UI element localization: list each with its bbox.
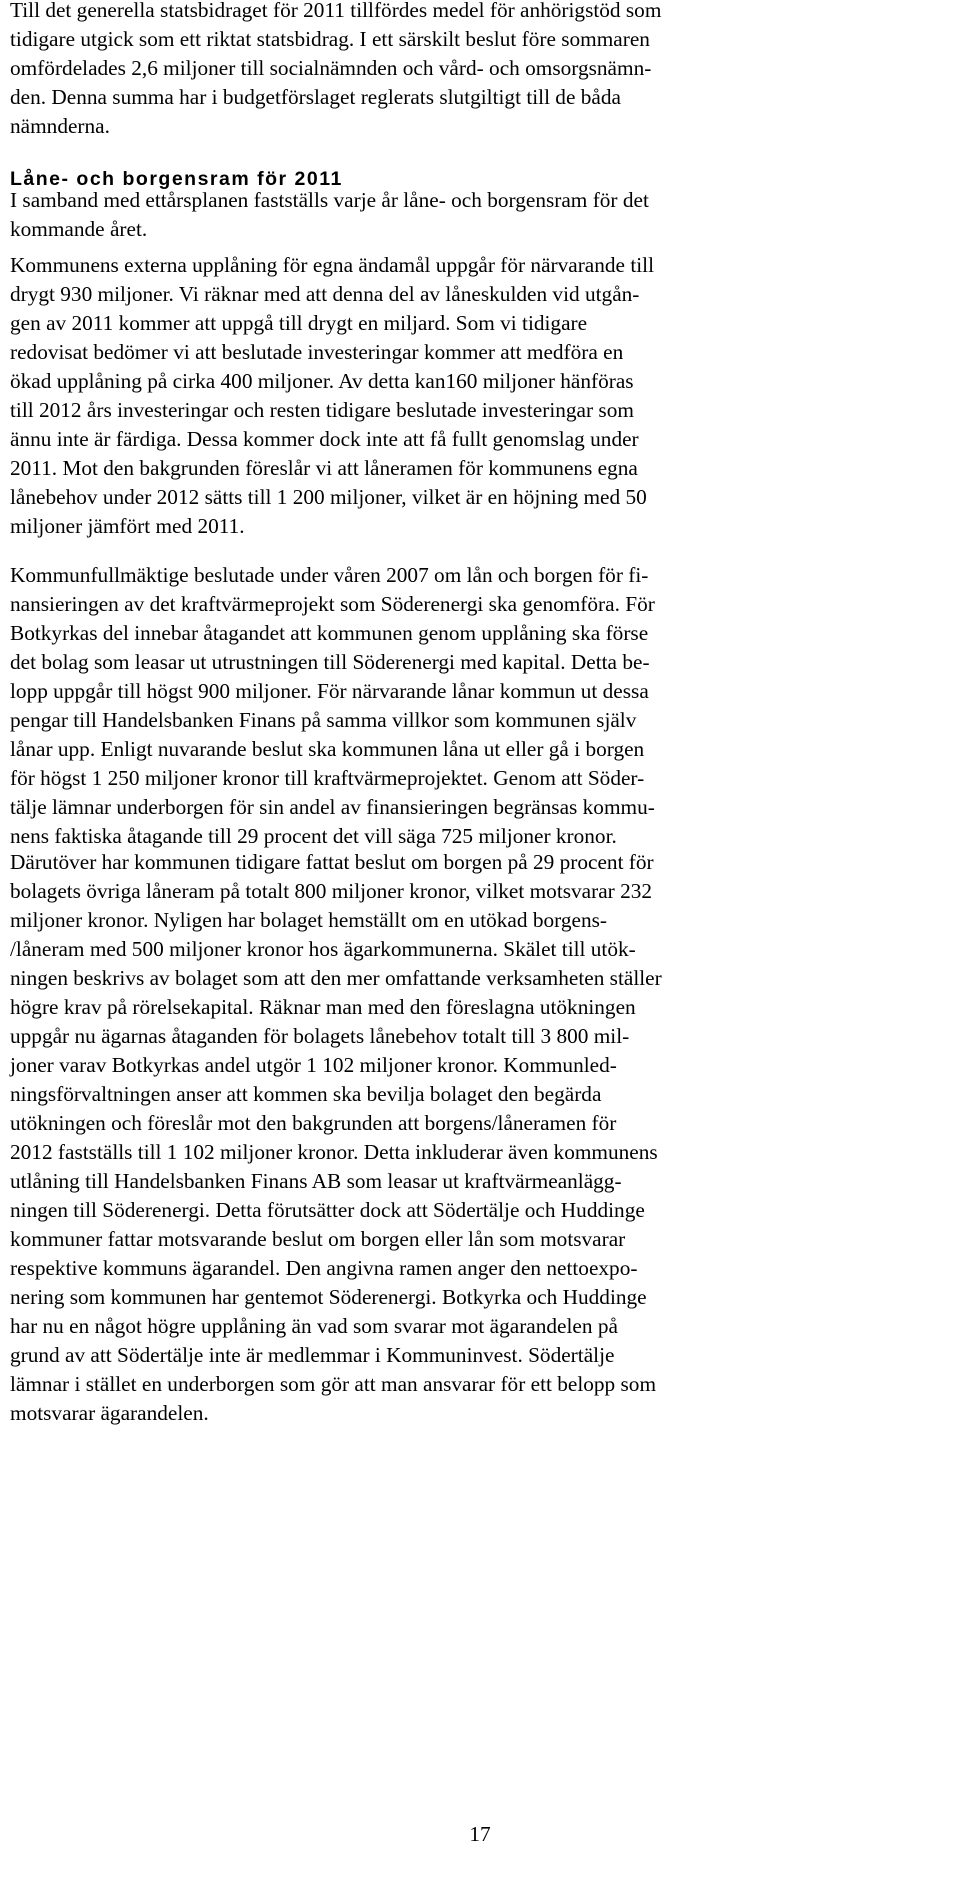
- section-heading: Låne- och borgensram för 2011: [10, 168, 343, 190]
- paragraph-upplaning: Kommunens externa upplåning för egna ändamål uppgår för närvarande till drygt 930 miljoner. Vi räknar med att denna del av låneskulden vid utgån- gen av 2011 kommer att uppgå till drygt en miljard. Som vi tidigare redovisat bedömer vi att beslutade investeringar kommer att medföra en ökad upplåning på cirka 400 miljoner. Av detta kan160 miljoner hänföras till 2012 års investeringar och resten tidigare beslutade investeringar som ännu inte är färdiga. Dessa kommer dock inte att få fullt genomslag under 2011. Mot den bakgrunden föreslår vi att låneramen för kommunens egna lånebehov under 2012 sätts till 1 200 miljoner, vilket är en höjning med 50 miljoner jämfört med 2011.: [10, 253, 655, 538]
- paragraph-statsbidrag: Till det generella statsbidraget för 2011 tillfördes medel för anhörigstöd som tidigare utgick som ett riktat statsbidrag. I ett särskilt beslut före sommaren omfördelades 2,6 miljoner till socialnämnden och vård- och omsorgsnämn- den. Denna summa har i budgetförslaget reglerats slutgiltigt till de båda nämnderna.: [10, 0, 662, 138]
- paragraph-kraftvarme: Kommunfullmäktige beslutade under våren 2007 om lån och borgen för fi- nansieringen av det kraftvärmeprojekt som Söderenergi ska genomföra. För Botkyrkas del innebar åtagandet att kommunen genom upplåning ska förse det bolag som leasar ut utrustningen till Söderenergi med kapital. Detta be- lopp uppgår till högst 900 miljoner. För närvarande lånar kommun ut dessa pengar till Handelsbanken Finans på samma villkor som kommunen själv lånar upp. Enligt nuvarande beslut ska kommunen låna ut eller gå i borgen för högst 1 250 miljoner kronor till kraftvärmeprojektet. Genom att Söder- tälje lämnar underborgen för sin andel av finansieringen begränsas kommu- nens faktiska åtagande till 29 procent det vill säga 725 miljoner kronor.: [10, 563, 655, 848]
- paragraph-borgen: Därutöver har kommunen tidigare fattat beslut om borgen på 29 procent för bolagets övriga låneram på totalt 800 miljoner kronor, vilket motsvarar 232 miljoner kronor. Nyligen har bolaget hemställt om en utökad borgens- /låneram med 500 miljoner kronor hos ägarkommunerna. Skälet till utök- ningen beskrivs av bolaget som att den mer omfattande verksamheten ställer högre krav på rörelsekapital. Räknar man med den föreslagna utökningen uppgår nu ägarnas åtaganden för bolagets lånebehov totalt till 3 800 mil- joner varav Botkyrkas andel utgör 1 102 miljoner kronor. Kommunled- ningsförvaltningen anser att kommen ska bevilja bolaget den begärda utökningen och föreslår mot den bakgrunden att borgens/låneramen för 2012 fastställs till 1 102 miljoner kronor. Detta inkluderar även kommunens utlåning till Handelsbanken Finans AB som leasar ut kraftvärmeanlägg- ningen till Söderenergi. Detta förutsätter dock att Södertälje och Huddinge kommuner fattar motsvarande beslut om borgen eller lån som motsvarar respektive kommuns ägarandel. Den angivna ramen anger den nettoexpo- nering som kommunen har gentemot Söderenergi. Botkyrka och Huddinge har nu en något högre upplåning än vad som svarar mot ägarandelen på grund av att Södertälje inte är medlemmar i Kommuninvest. Södertälje lämnar i stället en underborgen som gör att man ansvarar för ett belopp som motsvarar ägarandelen.: [10, 850, 662, 1425]
- paragraph-ettarsplanen: I samband med ettårsplanen fastställs varje år låne- och borgensram för det kommande året.: [10, 188, 649, 241]
- page-number: 17: [469, 1822, 491, 1846]
